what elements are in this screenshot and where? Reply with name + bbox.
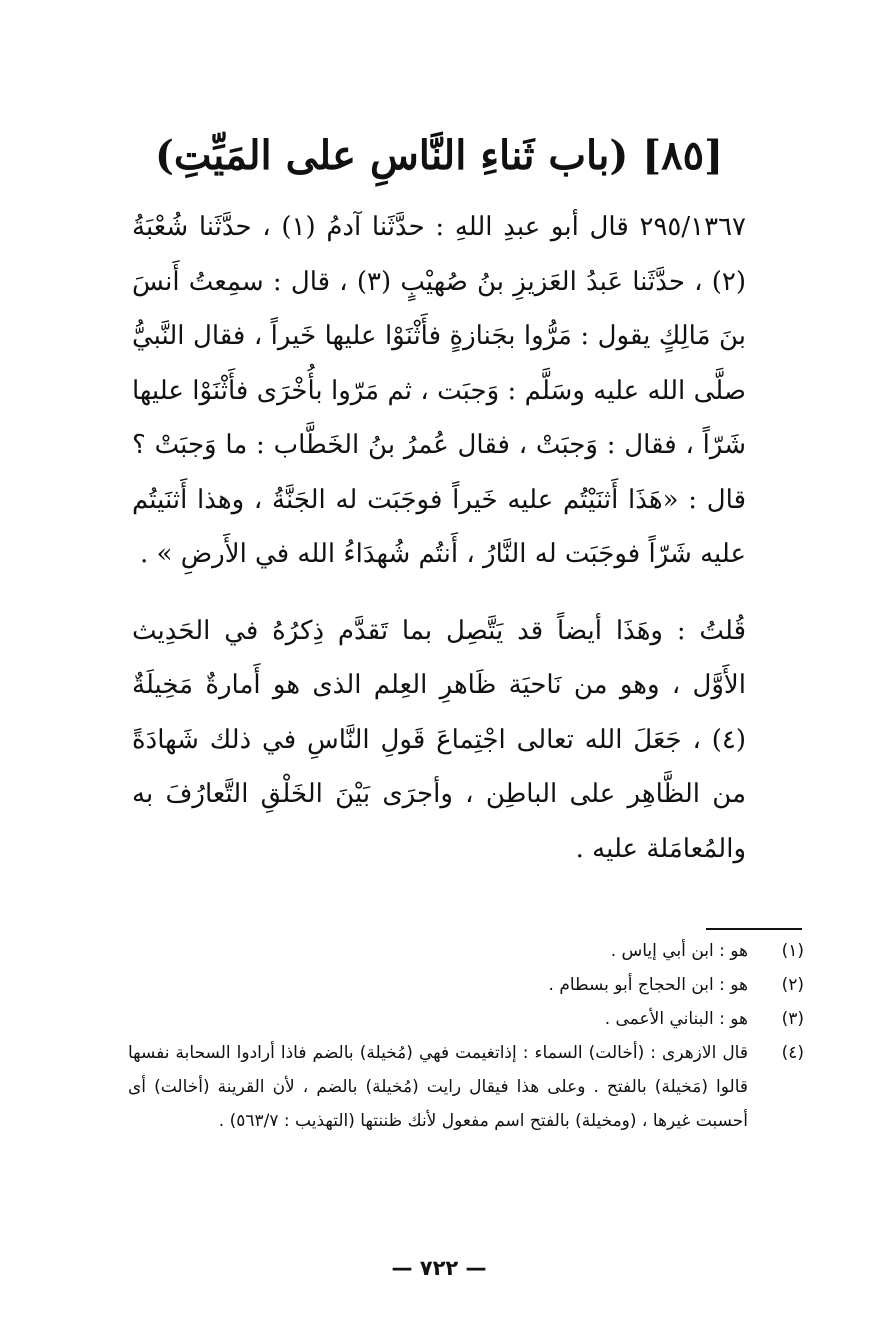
footnote-number: (٣) — [781, 1009, 804, 1029]
footnote-4 — [128, 1036, 804, 1138]
main-text — [132, 200, 746, 876]
footnote-number: (١) — [781, 941, 804, 961]
footnote-text: هو : ابن الحجاج أبو بسطام . — [548, 975, 748, 995]
commentary-paragraph: قُلتُ : وهَذَا أيضاً قد يَتَّصِل بما تَقدَّم ذِكرُهُ في الحَدِيث الأَوَّل ، وهو من نَاحيَة ظَاهرِ العِلم الذى هو أَمارةٌ مَخِيلَةٌ (٤) ، جَعَلَ الله تعالى اجْتِماعَ قَولِ النَّاسِ في ذلك شَهادَةً من الظَّاهِر على الباطِن ، وأجرَى بَيْنَ الخَلْقِ التَّعارُفَ به والمُعامَلة عليه . — [132, 615, 746, 864]
footnote-2 — [128, 968, 804, 1002]
hadith-paragraph: ٢٩٥/١٣٦٧ قال أبو عبدِ اللهِ : حدَّثَنا آدمُ (١) ، حدَّثَنا شُعْبَةُ (٢) ، حدَّثَنا عَبدُ العَزيزِ بنُ صُهيْبٍ (٣) ، قال : سمِعتُ أَنسَ بنَ مَالِكٍ يقول : مَرُّوا بجَنازةٍ فأَثْنَوْا عليها خَيراً ، فقال النَّبيُّ صلَّى الله عليه وسَلَّم : وَجبَت ، ثم مَرّوا بأُخْرَى فأَثْنَوْا عليها شَرّاً ، فقال : وَجبَتْ ، فقال عُمرُ بنُ الخَطَّاب : ما وَجبَتْ ؟ قال : «هَذَا أَثنَيْتُم عليه خَيراً فوجَبَت له الجَنَّةُ ، وهذا أَثنَيتُم عليه شَرّاً فوجَبَت له النَّارُ ، أَنتُم شُهدَاءُ الله في الأَرضِ » . — [132, 212, 747, 569]
footnote-number: (٢) — [781, 975, 804, 995]
footnote-number: (٤) — [781, 1043, 804, 1063]
footnote-divider — [706, 928, 802, 930]
footnote-text: قال الازهرى : (أخالت) السماء : إذاتغيمت فهي (مُخيلة) بالضم فاذا أرادوا السحابة نفسها قالوا (مَخيلة) بالفتح . وعلى هذا فيقال رايت (مُخيلة) بالضم ، لأن القرينة (أخالت) أى أحسبت غيرها ، (ومخيلة) بالفتح اسم مفعول لأنك ظننتها (التهذيب : ٥٦٣/٧) . — [128, 1043, 748, 1131]
footnote-3 — [128, 1002, 804, 1036]
footnote-1 — [128, 934, 804, 968]
footnotes — [128, 934, 804, 1138]
footnote-text: هو : البناني الأعمى . — [604, 1009, 748, 1029]
footnote-text: هو : ابن أبي إياس . — [610, 941, 748, 961]
chapter-title: [٨٥] (باب ثَناءِ النَّاسِ على المَيِّتِ) — [154, 132, 724, 179]
page-number: — ٧٢٢ — — [391, 1256, 487, 1280]
